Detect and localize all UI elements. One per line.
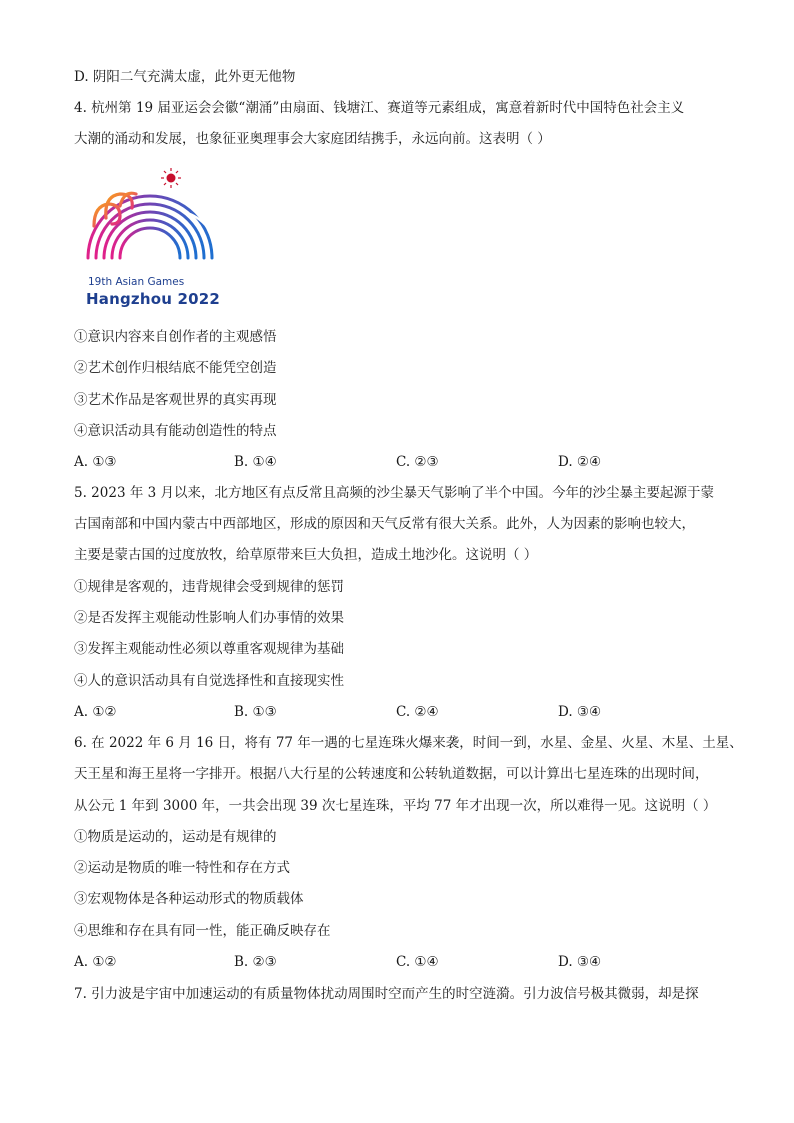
q5-stem-line-3: 主要是蒙古国的过度放牧，给草原带来巨大负担，造成土地沙化。这说明（ ） — [74, 547, 538, 563]
q5-statement-1: ①规律是客观的，违背规律会受到规律的惩罚 — [74, 579, 344, 595]
q5-option-d[interactable]: D. ③④ — [558, 704, 602, 720]
q4-statement-3: ③艺术作品是客观世界的真实再现 — [74, 392, 277, 408]
q4-options — [74, 453, 734, 471]
q6-statement-4: ④思维和存在具有同一性，能正确反映存在 — [74, 923, 331, 939]
q4-option-b[interactable]: B. ①④ — [234, 454, 277, 470]
q6-option-a[interactable]: A. ①② — [74, 954, 117, 970]
q4-option-c[interactable]: C. ②③ — [396, 454, 439, 470]
q6-statement-3: ③宏观物体是各种运动形式的物质载体 — [74, 891, 304, 907]
q6-statement-1: ①物质是运动的，运动是有规律的 — [74, 829, 277, 845]
q5-option-a[interactable]: A. ①② — [74, 704, 117, 720]
q6-option-c[interactable]: C. ①④ — [396, 954, 439, 970]
q6-stem-line-2: 天王星和海王星将一字排开。根据八大行星的公转速度和公转轨道数据，可以计算出七星连珠的出现时间， — [74, 766, 709, 782]
q5-statement-4: ④人的意识活动具有自觉选择性和直接现实性 — [74, 673, 344, 689]
q4-stem-line-1: 4. 杭州第 19 届亚运会会徽“潮涌”由扇面、钱塘江、赛道等元素组成，寓意着新时代中国特色社会主义 — [74, 100, 685, 116]
q7-stem-line-1: 7. 引力波是宇宙中加速运动的有质量物体扰动周围时空而产生的时空涟漪。引力波信号极其微弱，却是探 — [74, 986, 699, 1002]
q6-stem-line-3: 从公元 1 年到 3000 年，一共会出现 39 次七星连珠，平均 77 年才出现一次，所以难得一见。这说明（ ） — [74, 798, 717, 814]
q5-option-c[interactable]: C. ②④ — [396, 704, 439, 720]
q5-options — [74, 703, 734, 721]
q6-option-d[interactable]: D. ③④ — [558, 954, 602, 970]
q4-option-d[interactable]: D. ②④ — [558, 454, 602, 470]
q4-statement-4: ④意识活动具有能动创造性的特点 — [74, 423, 277, 439]
q6-option-b[interactable]: B. ②③ — [234, 954, 277, 970]
logo-caption-line-2: Hangzhou 2022 — [86, 290, 221, 308]
q6-options — [74, 953, 734, 971]
q4-statement-2: ②艺术创作归根结底不能凭空创造 — [74, 360, 277, 376]
q4-option-a[interactable]: A. ①③ — [74, 454, 117, 470]
sun-icon — [161, 168, 181, 188]
q5-statement-2: ②是否发挥主观能动性影响人们办事情的效果 — [74, 610, 344, 626]
q4-stem-line-2: 大潮的涌动和发展，也象征亚奥理事会大家庭团结携手，永远向前。这表明（ ） — [74, 131, 551, 147]
logo-caption-line-1: 19th Asian Games — [88, 276, 185, 288]
q4-statement-1: ①意识内容来自创作者的主观感悟 — [74, 329, 277, 345]
q5-stem-line-2: 古国南部和中国内蒙古中西部地区，形成的原因和天气反常有很大关系。此外，人为因素的影响也较大， — [74, 516, 695, 532]
q5-stem-line-1: 5. 2023 年 3 月以来，北方地区有点反常且高频的沙尘暴天气影响了半个中国。今年的沙尘暴主要起源于蒙 — [74, 485, 714, 501]
prev-option-d: D. 阴阳二气充满太虚，此外更无他物 — [74, 69, 296, 85]
q6-stem-line-1: 6. 在 2022 年 6 月 16 日，将有 77 年一遇的七星连珠火爆来袭，时间一到，水星、金星、火星、木星、土星、 — [74, 735, 743, 751]
q5-statement-3: ③发挥主观能动性必须以尊重客观规律为基础 — [74, 641, 344, 657]
q5-option-b[interactable]: B. ①③ — [234, 704, 277, 720]
q6-statement-2: ②运动是物质的唯一特性和存在方式 — [74, 860, 290, 876]
